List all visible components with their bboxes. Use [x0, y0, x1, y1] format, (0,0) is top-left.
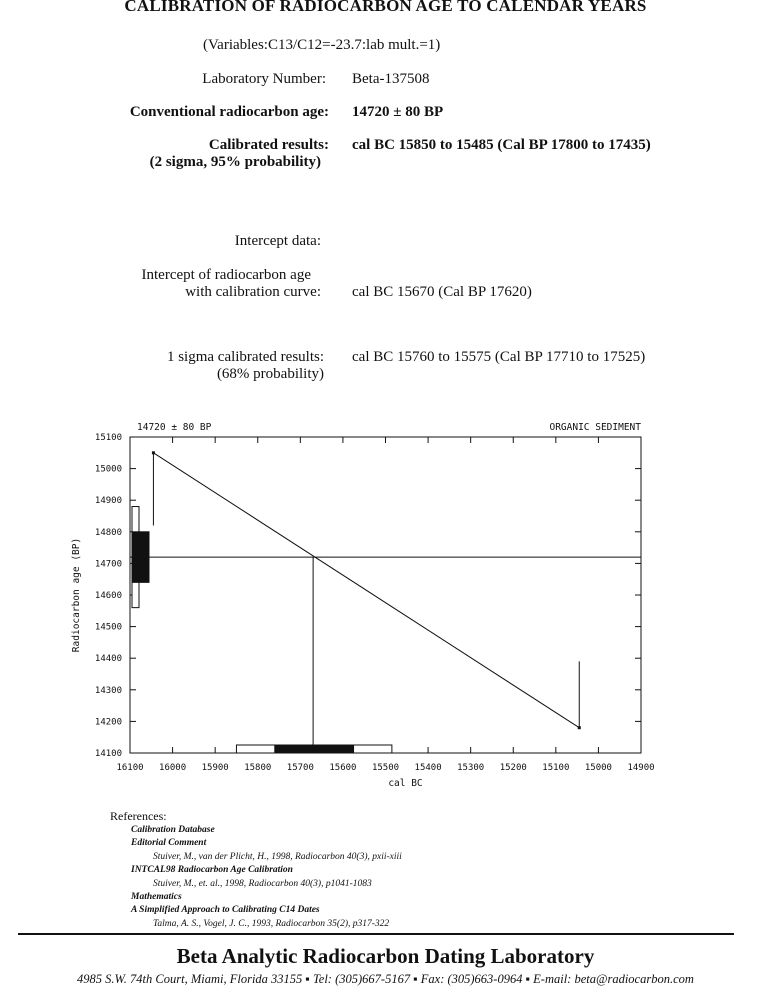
y-tick-label: 14900 [94, 496, 122, 507]
calibration-curve [153, 453, 579, 728]
calibrated-label-1: Calibrated results: [208, 137, 329, 153]
lab-number-value: Beta-137508 [352, 71, 430, 87]
y-tick-label: 14100 [94, 749, 122, 759]
y-1sigma-box [132, 532, 149, 583]
references-list [131, 824, 402, 931]
x-tick-label: 15500 [371, 763, 400, 773]
reference-item: Mathematics [131, 892, 182, 903]
x-tick-label: 15600 [329, 763, 357, 773]
sigma1-label-1: 1 sigma calibrated results: [166, 349, 324, 365]
x-tick-label: 14900 [627, 763, 655, 773]
conv-age-label: Conventional radiocarbon age: [129, 104, 329, 120]
y-tick-label: 15100 [94, 433, 122, 443]
x-tick-label: 15900 [201, 763, 229, 773]
reference-item: Editorial Comment [131, 838, 207, 849]
conv-age-value: 14720 ± 80 BP [352, 104, 444, 120]
x-1sigma-box [275, 745, 354, 753]
x-tick-label: 15400 [414, 763, 442, 773]
reference-item: INTCAL98 Radiocarbon Age Calibration [131, 865, 293, 876]
y-tick-label: 14600 [94, 591, 122, 601]
x-tick-label: 15100 [542, 763, 570, 773]
y-tick-label: 14500 [94, 622, 122, 633]
page-title: CALIBRATION OF RADIOCARBON AGE TO CALENDAR YEARS [124, 0, 647, 15]
calibrated-value: cal BC 15850 to 15485 (Cal BP 17800 to 17435) [352, 137, 651, 153]
x-tick-label: 16000 [159, 763, 187, 773]
intercept-label-1: Intercept of radiocarbon age [141, 267, 311, 283]
y-tick-label: 15000 [94, 464, 122, 475]
reference-item: A Simplified Approach to Calibrating C14 Dates [131, 905, 320, 916]
sigma1-value: cal BC 15760 to 15575 (Cal BP 17710 to 17525) [352, 349, 646, 365]
plot-frame [130, 437, 641, 753]
intercept-data-label: Intercept data: [234, 233, 321, 249]
x-axis-label: cal BC [388, 778, 423, 789]
y-tick-label: 14300 [94, 685, 122, 696]
lab-address: 4985 S.W. 74th Court, Miami, Florida 33155 ▪ Tel: (305)667-5167 ▪ Fax: (305)663-0964 ▪ E-mail: beta@radiocarbon.com [77, 972, 694, 986]
x-tick-label: 15000 [584, 763, 612, 773]
lab-name: Beta Analytic Radiocarbon Dating Laboratory [176, 944, 595, 968]
x-tick-label: 15200 [499, 763, 527, 773]
footer-divider [18, 933, 734, 935]
lab-number-label: Laboratory Number: [202, 71, 326, 87]
y-tick-label: 14800 [94, 527, 122, 538]
chart-title: 14720 ± 80 BP [137, 422, 212, 433]
variables-line: (Variables:C13/C12=-23.7:lab mult.=1) [203, 37, 441, 53]
y-axis-label: Radiocarbon age (BP) [71, 537, 82, 653]
x-tick-label: 15300 [457, 763, 485, 773]
intercept-label-2: with calibration curve: [185, 284, 321, 300]
curve-point [152, 451, 155, 454]
reference-item: Stuiver, M., et. al., 1998, Radiocarbon 40(3), p1041-1083 [153, 878, 372, 889]
curve-point [578, 726, 581, 729]
reference-item: Stuiver, M., van der Plicht, H., 1998, Radiocarbon 40(3), pxii-xiii [153, 851, 402, 862]
sigma1-label-2: (68% probability) [216, 366, 324, 382]
calibrated-label-2: (2 sigma, 95% probability) [149, 154, 321, 170]
y-tick-label: 14400 [94, 654, 122, 665]
calibration-chart [0, 415, 771, 795]
x-tick-label: 15700 [286, 763, 314, 773]
references-heading: References: [110, 809, 167, 823]
chart-subtitle: ORGANIC SEDIMENT [549, 422, 641, 433]
y-tick-label: 14200 [94, 717, 122, 728]
reference-item: Calibration Database [131, 825, 215, 835]
x-tick-label: 15800 [244, 763, 272, 773]
intercept-value: cal BC 15670 (Cal BP 17620) [352, 284, 532, 300]
y-tick-label: 14700 [94, 559, 122, 570]
x-tick-label: 16100 [116, 763, 144, 773]
reference-item: Talma, A. S., Vogel, J. C., 1993, Radiocarbon 35(2), p317-322 [153, 918, 390, 929]
